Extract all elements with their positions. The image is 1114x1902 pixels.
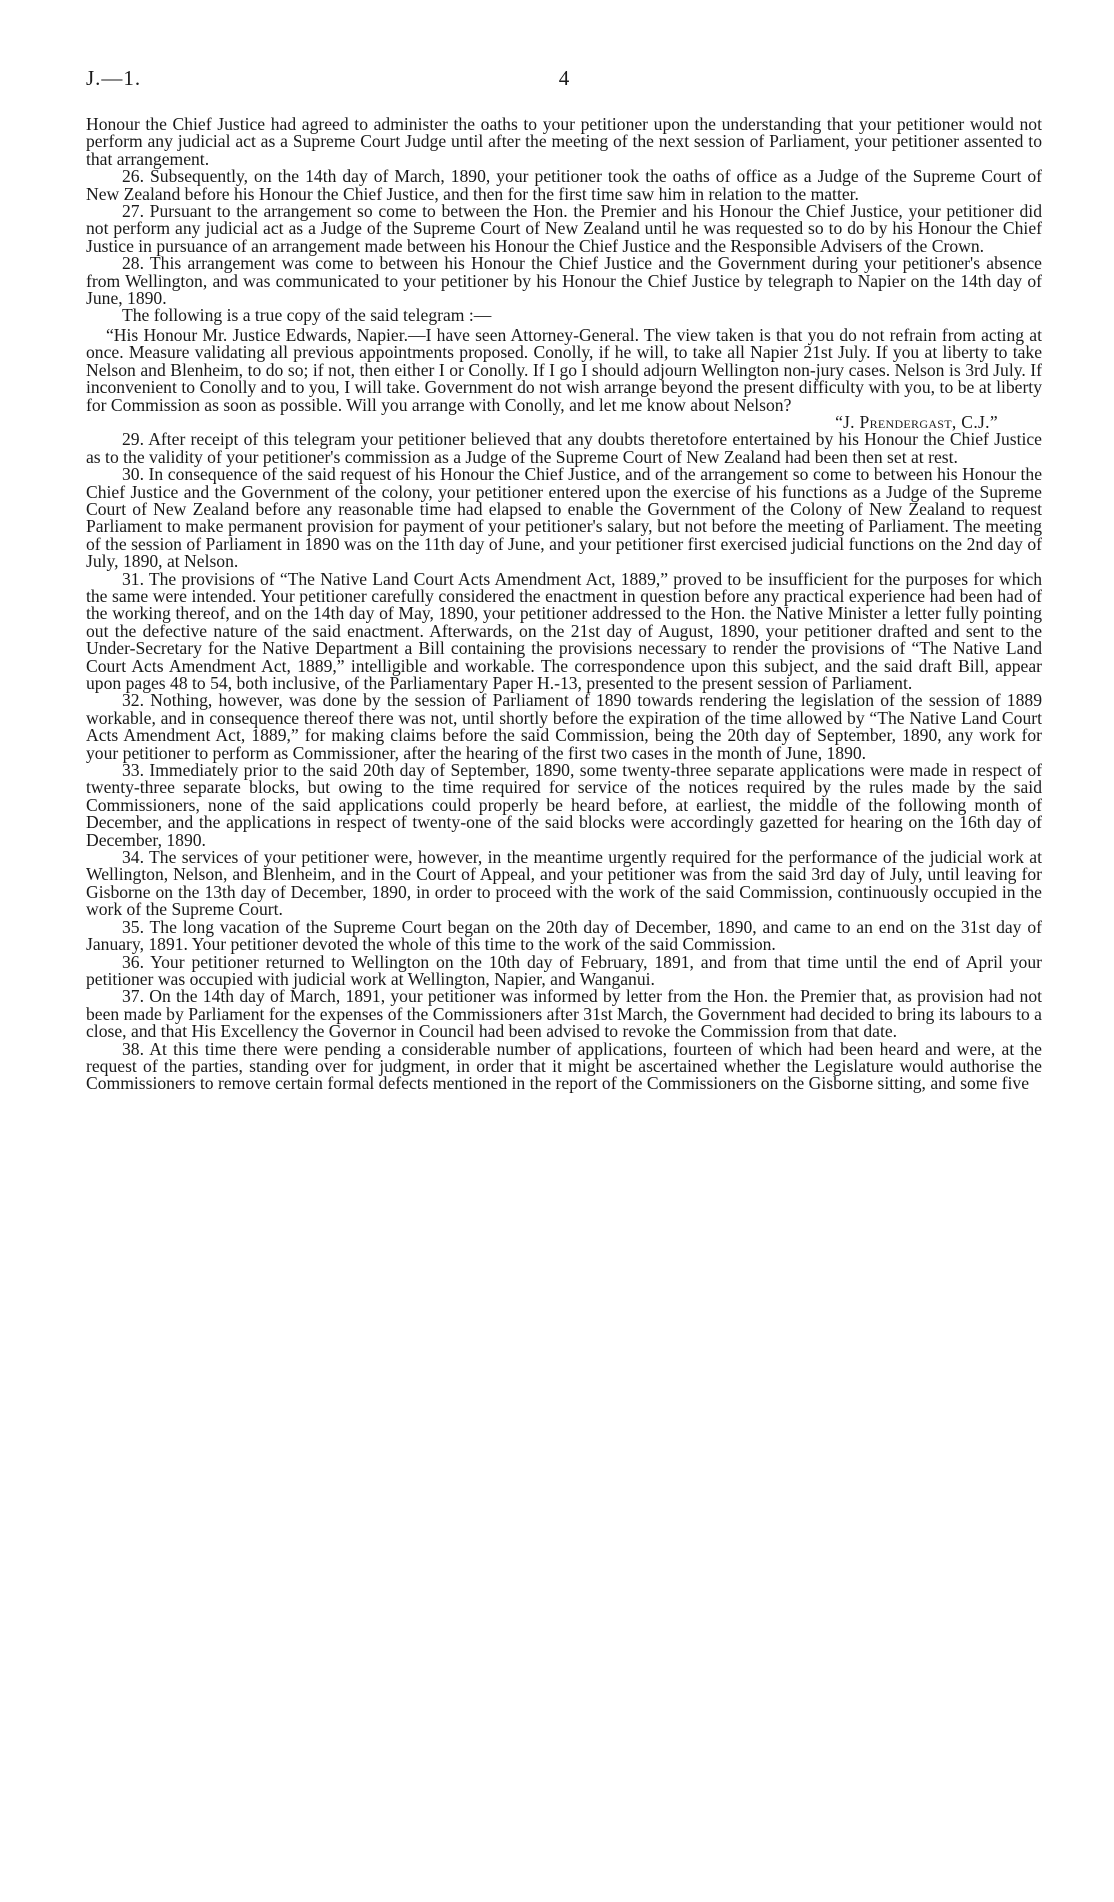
telegram-quote: “His Honour Mr. Justice Edwards, Napier.—I have seen Attorney-General. The view taken is that you do not refrain from acting at once. Measure validating all previous appointments proposed. Conolly, if he will, to take all Napier 21st July. If you at liberty to take Nelson and Blenheim, to do so; if not, then either I or Conolly. If I go I should adjourn Wellington non-jury cases. Nelson is 3rd July. If inconvenient to Conolly and to you, I will take. Government do not wish arrange beyond the present difficulty with you, to be at liberty for Commission as soon as possible. Will you arrange with Conolly, and let me know about Nelson?	[86, 324, 1042, 415]
paragraph-35: 35. The long vacation of the Supreme Court began on the 20th day of December, 1890, and came to an end on the 31st day of January, 1891. Your petitioner devoted the whole of this time to the work of the said Commission.	[86, 916, 1042, 955]
paragraph-32: 32. Nothing, however, was done by the session of Parliament of 1890 towards rendering the legislation of the session of 1889 workable, and in consequence thereof there was not, until shortly before the expiration of the time allowed by “The Native Land Court Acts Amendment Act, 1889,” for making claims before the said Commission, being the 20th day of September, 1890, any work for your petitioner to perform as Commissioner, after the hearing of the first two cases in the month of June, 1890.	[86, 690, 1042, 763]
paragraph-25-continued: Honour the Chief Justice had agreed to administer the oaths to your petitioner upon the understanding that your petitioner would not perform any judicial act as a Supreme Court Judge until after the meeting of the next session of Parliament, your petitioner assented to that arrangement.	[86, 114, 1042, 169]
paragraph-34: 34. The services of your petitioner were, however, in the meantime urgently required for the performance of the judicial work at Wellington, Nelson, and Blenheim, and in the Court of Appeal, and your petitioner was from the said 3rd day of July, until leaving for Gisborne on the 13th day of December, 1890, in order to proceed with the work of the said Commission, continuously occupied in the work of the Supreme Court.	[86, 847, 1042, 920]
paragraph-28-telegram-intro: The following is a true copy of the said telegram :—	[122, 305, 492, 326]
paragraph-28: 28. This arrangement was come to between his Honour the Chief Justice and the Government during your petitioner's absence from Wellington, and was communicated to your petitioner by his Honour the Chief Justice by telegraph to Napier on the 14th day of June, 1890.	[86, 253, 1042, 309]
paragraph-37: 37. On the 14th day of March, 1891, your petitioner was informed by letter from the Hon. the Premier that, as provision had not been made by Parliament for the expenses of the Commissioners after 31st March, the Government had decided to bring its labours to a close, and that His Excellency the Governor in Council had been advised to revoke the Commission from that date.	[86, 986, 1042, 1042]
document-reference: J.—1.	[86, 66, 142, 90]
paragraph-29: 29. After receipt of this telegram your petitioner believed that any doubts theretofore entertained by his Honour the Chief Justice as to the validity of your petitioner's commission as a Judge of the Supreme Court of New Zealand had been then set at rest.	[86, 429, 1042, 467]
paragraph-33: 33. Immediately prior to the said 20th day of September, 1890, some twenty-three separate applications were made in respect of twenty-three separate blocks, but owing to the time required for service of the notices required by the rules made by the said Commissioners, none of the said applications could properly be heard before, at earliest, the middle of the following month of December, and the applications in respect of twenty-one of the said blocks were accordingly gazetted for hearing on the 16th day of December, 1890.	[86, 760, 1042, 850]
paragraph-30: 30. In consequence of the said request of his Honour the Chief Justice, and of the arrangement so come to between his Honour the Chief Justice and the Government of the colony, your petitioner entered upon the exercise of his functions as a Judge of the Supreme Court of New Zealand before any reasonable time had elapsed to enable the Government of the Colony of New Zealand to request Parliament to make permanent provision for payment of your petitioner's salary, but not before the meeting of Parliament. The meeting of the session of Parliament in 1890 was on the 11th day of June, and your petitioner first exercised judicial functions on the 2nd day of July, 1890, at Nelson.	[86, 464, 1042, 572]
signature-name: J. Prendergast, C.J.”	[842, 411, 998, 432]
page-number: 4	[558, 66, 570, 90]
paragraph-27: 27. Pursuant to the arrangement so come to between the Hon. the Premier and his Honour the Chief Justice, your petitioner did not perform any judicial act as a Judge of the Supreme Court of New Zealand until he was requested so to do by his Honour the Chief Justice in pursuance of an arrangement made between his Honour the Chief Justice and the Responsible Advisers of the Crown.	[86, 201, 1042, 256]
paragraph-36: 36. Your petitioner returned to Wellington on the 10th day of February, 1891, and from that time until the end of April your petitioner was occupied with judicial work at Wellington, Napier, and Wanganui.	[86, 951, 1042, 989]
paragraph-38: 38. At this time there were pending a considerable number of applications, fourteen of which had been heard and were, at the request of the parties, standing over for judgment, in order that it might be ascertained whether the Legislature would authorise the Commissioners to remove certain formal defects mentioned in the report of the Commissioners on the Gisborne sitting, and some five	[86, 1038, 1042, 1094]
document-body	[86, 116, 1042, 1093]
paragraph-31: 31. The provisions of “The Native Land Court Acts Amendment Act, 1889,” proved to be insufficient for the purposes for which the same were intended. Your petitioner carefully considered the enactment in question before any practical experience had been had of the working thereof, and on the 14th day of May, 1890, your petitioner addressed to the Hon. the Native Minister a letter fully pointing out the defective nature of the said enactment. Afterwards, on the 21st day of August, 1890, your petitioner drafted and sent to the Under-Secretary for the Native Department a Bill containing the provisions necessary to render the provisions of “The Native Land Court Acts Amendment Act, 1889,” intelligible and workable. The correspondence upon this subject, and the said draft Bill, appear upon pages 48 to 54, both inclusive, of the Parliamentary Paper H.-13, presented to the present session of Parliament.	[86, 568, 1042, 693]
paragraph-26: 26. Subsequently, on the 14th day of March, 1890, your petitioner took the oaths of office as a Judge of the Supreme Court of New Zealand before his Honour the Chief Justice, and then for the first time saw him in relation to the matter.	[86, 166, 1042, 204]
telegram-signature: “J. Prendergast, C.J.”	[835, 411, 998, 432]
page-header	[86, 66, 1042, 94]
